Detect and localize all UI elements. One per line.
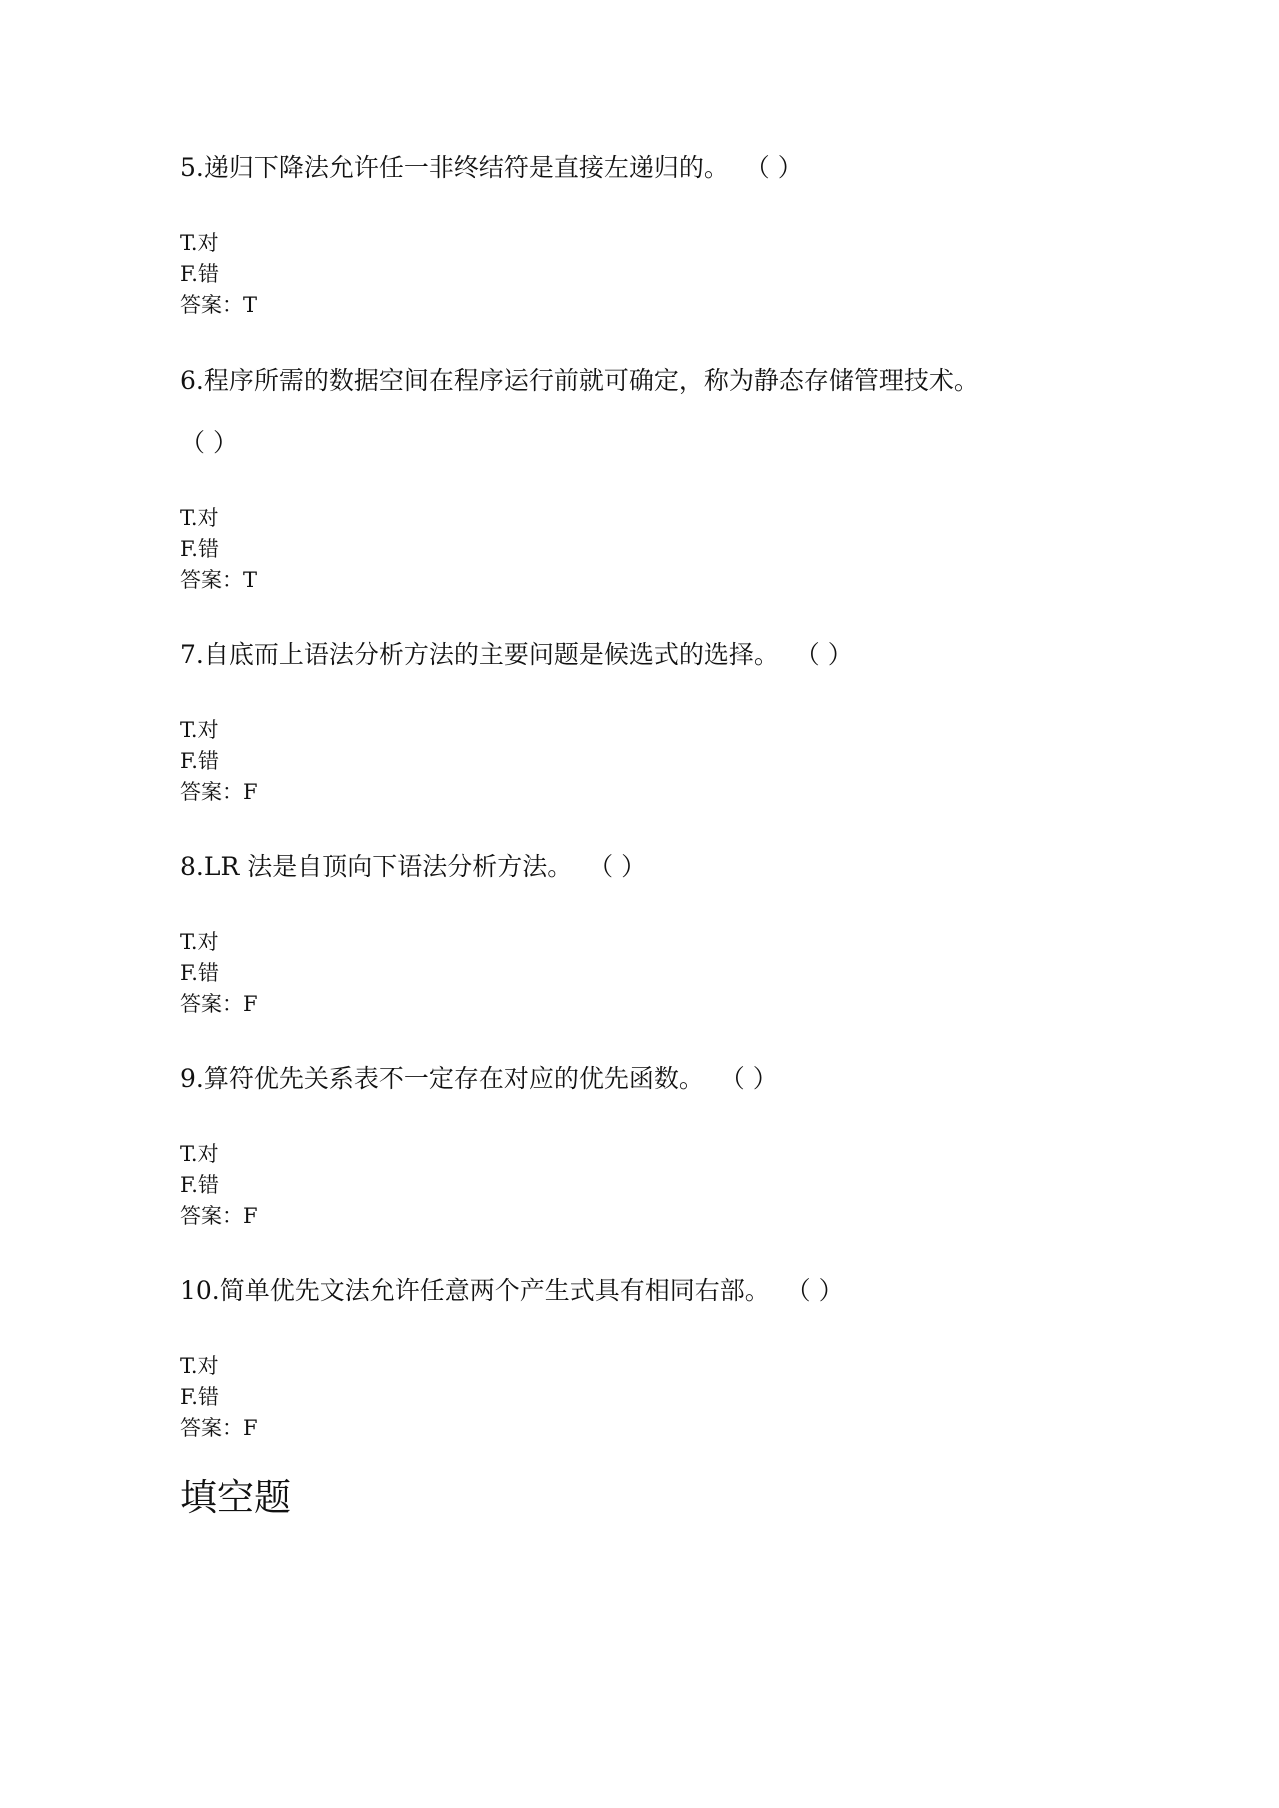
question-text: 5.递归下降法允许任一非终结符是直接左递归的。 （ ）: [180, 153, 803, 182]
question-text: 9.算符优先关系表不一定存在对应的优先函数。 （ ）: [180, 1064, 778, 1093]
option-true: T.对: [180, 231, 219, 255]
answer: 答案：T: [180, 568, 258, 592]
question-7: [180, 637, 1180, 808]
option-false: F.错: [180, 1385, 219, 1409]
option-true: T.对: [180, 930, 219, 954]
question-text: 7.自底而上语法分析方法的主要问题是候选式的选择。 （ ）: [180, 640, 853, 669]
question-text: 10.简单优先文法允许任意两个产生式具有相同右部。 （ ）: [180, 1276, 844, 1305]
answer: 答案：T: [180, 293, 258, 317]
question-text: 8.LR 法是自顶向下语法分析方法。 （ ）: [180, 852, 647, 881]
option-true: T.对: [180, 506, 219, 530]
answer: 答案：F: [180, 780, 258, 804]
option-false: F.错: [180, 262, 219, 286]
answer: 答案：F: [180, 992, 258, 1016]
question-9: [180, 1061, 1180, 1232]
question-text-continued: （ ）: [180, 428, 238, 457]
question-8: [180, 849, 1180, 1020]
option-false: F.错: [180, 1173, 219, 1197]
option-true: T.对: [180, 1354, 219, 1378]
option-true: T.对: [180, 718, 219, 742]
question-text: 6.程序所需的数据空间在程序运行前就可确定，称为静态存储管理技术。: [180, 366, 979, 395]
answer: 答案：F: [180, 1204, 258, 1228]
question-5: [180, 150, 1180, 321]
option-false: F.错: [180, 537, 219, 561]
option-true: T.对: [180, 1142, 219, 1166]
question-6: [180, 363, 1180, 596]
option-false: F.错: [180, 749, 219, 773]
option-false: F.错: [180, 961, 219, 985]
question-10: [180, 1273, 1180, 1444]
answer: 答案：F: [180, 1416, 258, 1440]
section-title: 填空题: [180, 1476, 291, 1519]
